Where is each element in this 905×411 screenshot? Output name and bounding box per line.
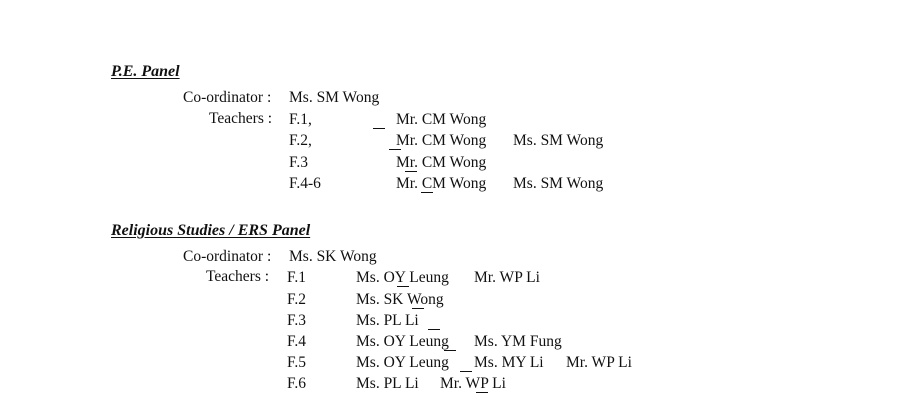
pe-dash bbox=[373, 128, 385, 129]
rs-teacher: Ms. SK Wong bbox=[356, 291, 444, 308]
rs-dash bbox=[476, 392, 488, 393]
pe-form-f2: F.2, bbox=[289, 132, 312, 149]
pe-form-f1: F.1, bbox=[289, 111, 312, 128]
pe-form-f3: F.3 bbox=[289, 154, 309, 171]
pe-teacher: Mr. CM Wong bbox=[396, 111, 487, 128]
rs-form-f2: F.2 bbox=[287, 291, 307, 308]
rs-teacher: Ms. PL Li bbox=[356, 312, 419, 329]
rs-coordinator-label: Co-ordinator : bbox=[183, 248, 272, 265]
rs-form-f4: F.4 bbox=[287, 333, 307, 350]
pe-coordinator-label: Co-ordinator : bbox=[183, 89, 272, 106]
rs-teacher: Mr. WP Li bbox=[440, 375, 506, 392]
rs-teacher: Mr. WP Li bbox=[474, 269, 540, 286]
rs-teacher: Ms. OY Leung bbox=[356, 333, 449, 350]
rs-dash bbox=[428, 329, 440, 330]
pe-teacher: Mr. CM Wong bbox=[396, 175, 487, 192]
pe-panel-title: P.E. Panel bbox=[111, 63, 180, 80]
pe-teacher: Ms. SM Wong bbox=[513, 132, 604, 149]
rs-teacher: Ms. MY Li bbox=[474, 354, 544, 371]
pe-teacher: Mr. CM Wong bbox=[396, 154, 487, 171]
rs-teacher: Ms. YM Fung bbox=[474, 333, 562, 350]
pe-dash bbox=[405, 171, 417, 172]
pe-dash bbox=[389, 149, 401, 150]
pe-teacher: Mr. CM Wong bbox=[396, 132, 487, 149]
rs-teacher: Ms. OY Leung bbox=[356, 354, 449, 371]
pe-form-f4-6: F.4-6 bbox=[289, 175, 321, 192]
rs-dash bbox=[412, 308, 424, 309]
rs-form-f3: F.3 bbox=[287, 312, 307, 329]
rs-teacher: Mr. WP Li bbox=[566, 354, 632, 371]
rs-teacher: Ms. OY Leung bbox=[356, 269, 449, 286]
rs-coordinator-name: Ms. SK Wong bbox=[289, 248, 377, 265]
pe-teacher: Ms. SM Wong bbox=[513, 175, 604, 192]
rs-form-f6: F.6 bbox=[287, 375, 307, 392]
pe-dash bbox=[421, 192, 433, 193]
rs-teachers-label: Teachers : bbox=[206, 268, 270, 285]
rs-dash bbox=[444, 350, 456, 351]
rs-teacher: Ms. PL Li bbox=[356, 375, 419, 392]
pe-teachers-label: Teachers : bbox=[209, 110, 273, 127]
rs-dash bbox=[460, 371, 472, 372]
pe-coordinator-name: Ms. SM Wong bbox=[289, 89, 380, 106]
rs-dash bbox=[397, 286, 409, 287]
rs-form-f1: F.1 bbox=[287, 269, 307, 286]
rs-form-f5: F.5 bbox=[287, 354, 307, 371]
rs-panel-title: Religious Studies / ERS Panel bbox=[111, 222, 311, 239]
